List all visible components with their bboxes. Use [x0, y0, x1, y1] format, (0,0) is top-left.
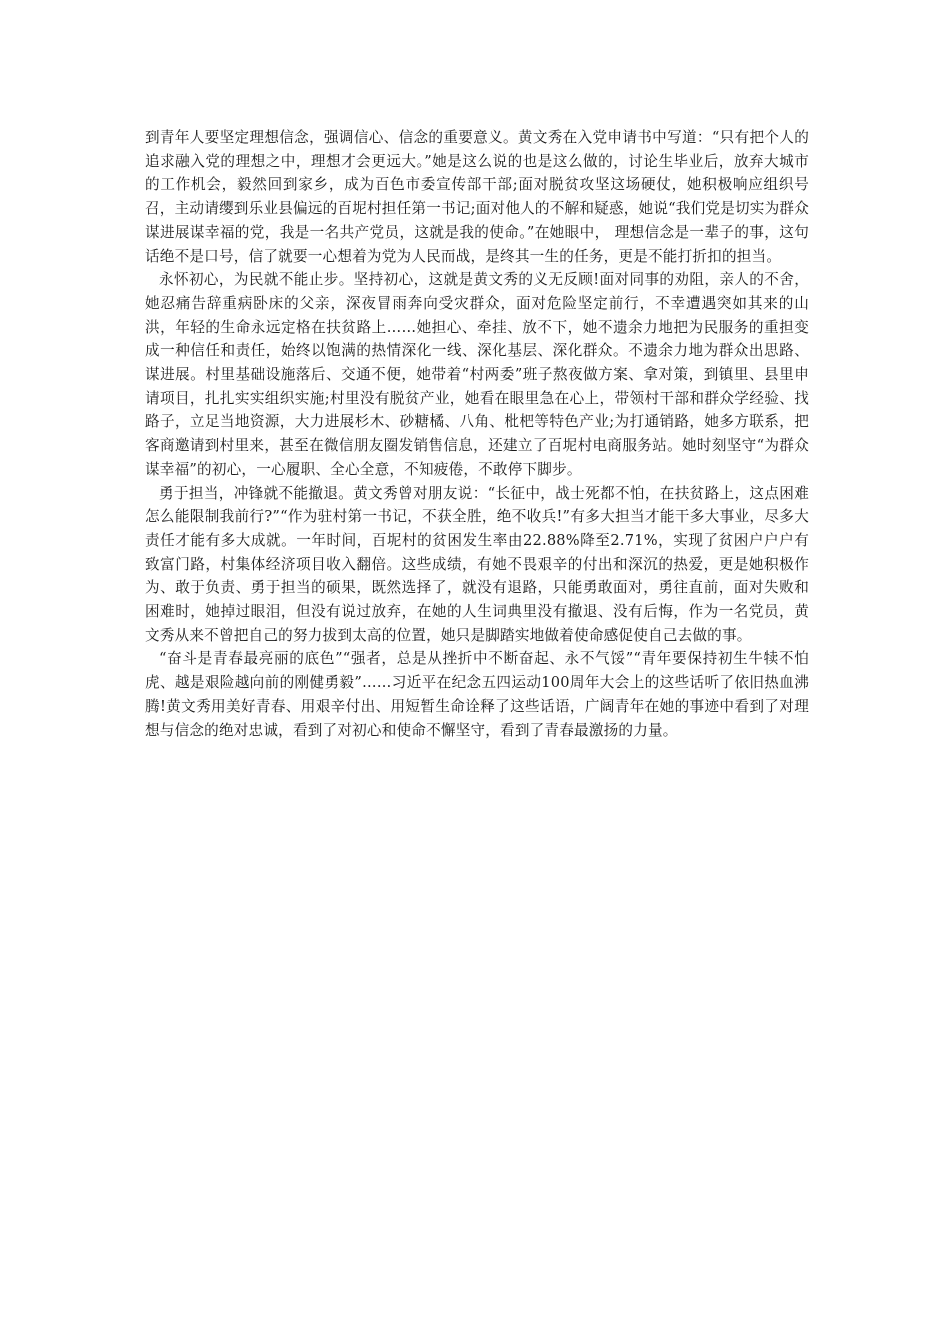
paragraph-4: “奋斗是青春最亮丽的底色”“强者，总是从挫折中不断奋起、永不气馁”“青年要保持初生牛犊不怕虎、越是艰险越向前的刚健勇毅”……习近平在纪念五四运动100周年大会上的这些话听了依旧热血沸腾!黄文秀用美好青春、用艰辛付出、用短暂生命诠释了这些话语，广阔青年在她的事迹中看到了对理想与信念的绝对忠诚，看到了对初心和使命不懈坚守，看到了青春最激扬的力量。 [145, 650, 809, 739]
article-body [145, 126, 809, 742]
paragraph-1: 到青年人要坚定理想信念，强调信心、信念的重要意义。黄文秀在入党申请书中写道：“只有把个人的追求融入党的理想之中，理想才会更远大。”她是这么说的也是这么做的，讨论生毕业后，放弃大城市的工作机会，毅然回到家乡，成为百色市委宣传部干部;面对脱贫攻坚这场硬仗，她积极响应组织号召，主动请缨到乐业县偏远的百坭村担任第一书记;面对他人的不解和疑惑，她说“我们党是切实为群众谋进展谋幸福的党，我是一名共产党员，这就是我的使命。”在她眼中， 理想信念是一辈子的事，这句话绝不是口号，信了就要一心想着为党为人民而战，是终其一生的任务，更是不能打折扣的担当。 [145, 129, 809, 265]
paragraph-2: 永怀初心，为民就不能止步。坚持初心，这就是黄文秀的义无反顾!面对同事的劝阻，亲人的不舍，她忍痛告辞重病卧床的父亲，深夜冒雨奔向受灾群众，面对危险坚定前行，不幸遭遇突如其来的山洪，年轻的生命永远定格在扶贫路上……她担心、牵挂、放不下，她不遗余力地把为民服务的重担变成一种信任和责任，始终以饱满的热情深化一线、深化基层、深化群众。不遗余力地为群众出思路、谋进展。村里基础设施落后、交通不便，她带着“村两委”班子熬夜做方案、拿对策，到镇里、县里申请项目，扎扎实实组织实施;村里没有脱贫产业，她看在眼里急在心上，带领村干部和群众学经验、找路子，立足当地资源，大力进展杉木、砂糖橘、八角、枇杷等特色产业;为打通销路，她多方联系，把客商邀请到村里来，甚至在微信朋友圈发销售信息，还建立了百坭村电商服务站。她时刻坚守“为群众谋幸福”的初心，一心履职、全心全意，不知疲倦，不敢停下脚步。 [145, 271, 809, 478]
paragraph-3: 勇于担当，冲锋就不能撤退。黄文秀曾对朋友说：“长征中，战士死都不怕，在扶贫路上，这点困难怎么能限制我前行?”“作为驻村第一书记，不获全胜，绝不收兵!”有多大担当才能干多大事业，尽多大责任才能有多大成就。一年时间，百坭村的贫困发生率由22.88%降至2.71%，实现了贫困户户户有致富门路，村集体经济项目收入翻倍。这些成绩，有她不畏艰辛的付出和深沉的热爱，更是她积极作为、敢于负责、勇于担当的硕果，既然选择了，就没有退路，只能勇敢面对，勇往直前，面对失败和困难时，她掉过眼泪，但没有说过放弃，在她的人生词典里没有撤退、没有后悔，作为一名党员，黄文秀从来不曾把自己的努力拔到太高的位置，她只是脚踏实地做着使命感促使自己去做的事。 [145, 484, 809, 644]
